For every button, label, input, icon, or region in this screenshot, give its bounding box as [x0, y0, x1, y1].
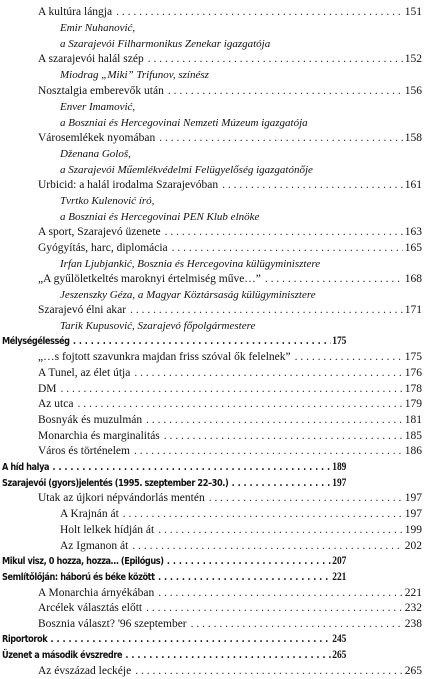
page-number: 186	[404, 445, 422, 457]
byline-text: a Boszniai és Hercegovinai Nemzeti Múzeum igazgatója	[60, 117, 308, 129]
entry-title: Nosztalgia emberevők után	[38, 85, 164, 97]
dot-leader	[123, 506, 403, 522]
toc-entry	[38, 83, 422, 99]
toc-entry	[38, 224, 422, 240]
section-title: Szarajevói (gyors)jelentés (1995. szeptember 22–30.)	[2, 478, 229, 489]
page-number: 175	[404, 351, 422, 363]
entry-title: DM	[38, 383, 57, 395]
byline-text: a Boszniai és Hercegovinai PEN Klub elnöke	[60, 211, 260, 223]
page-number: 197	[404, 492, 422, 504]
toc-entry	[38, 302, 422, 318]
entry-title: A kultúra lángja	[38, 6, 113, 18]
toc-entry	[38, 585, 422, 601]
toc-entry	[38, 443, 422, 459]
toc-entry	[38, 271, 422, 287]
page-number: 163	[404, 226, 422, 238]
dot-leader	[135, 663, 403, 679]
page-number: 245	[332, 633, 347, 645]
dot-leader	[148, 51, 403, 67]
page-number: 178	[404, 383, 422, 395]
toc-byline	[60, 162, 448, 178]
entry-title: Bosnyák és muzulmán	[38, 414, 143, 426]
toc-entry	[38, 240, 422, 256]
toc-entry	[38, 600, 422, 616]
dot-leader	[146, 600, 403, 616]
page-number: 152	[404, 53, 422, 65]
byline-text: Tarik Kupusović, Szarajevó főpolgármestere	[60, 320, 256, 332]
toc-entry	[38, 490, 422, 506]
page-number: 161	[404, 179, 422, 191]
toc-byline	[60, 20, 448, 36]
toc-entry	[38, 381, 422, 397]
toc-entry	[60, 522, 422, 538]
toc-entry	[38, 177, 422, 193]
page-number: 221	[332, 571, 347, 583]
entry-title: Holt lelkek hídján át	[60, 524, 155, 536]
dot-leader	[165, 224, 403, 240]
dot-leader	[295, 349, 403, 365]
dot-leader	[130, 302, 403, 318]
page-number: 151	[404, 6, 422, 18]
toc-entry	[38, 130, 422, 146]
entry-title: Urbicid: a halál irodalma Szarajevóban	[38, 179, 219, 191]
toc-entry	[38, 51, 422, 67]
section-title: Mikul visz, 0 hozza, hozza… (Epilógus)	[2, 556, 164, 567]
toc-byline	[60, 209, 448, 225]
toc-entry	[38, 349, 422, 365]
byline-text: a Szarajevói Filharmonikus Zenekar igazgatója	[60, 38, 271, 50]
dot-leader	[158, 570, 331, 586]
toc-entry	[38, 396, 422, 412]
dot-leader	[116, 4, 403, 20]
page-number: 189	[332, 461, 347, 473]
page-number: 181	[404, 414, 422, 426]
entry-title: A Tunel, az élet útja	[38, 367, 131, 379]
dot-leader	[172, 240, 403, 256]
toc-byline	[60, 99, 448, 115]
toc-entry	[38, 616, 422, 632]
entry-title: Az Igmanon át	[60, 540, 129, 552]
toc-entry	[38, 412, 422, 428]
dot-leader	[168, 83, 403, 99]
dot-leader	[167, 554, 331, 570]
entry-title: Városemlékek nyomában	[38, 132, 156, 144]
byline-text: a Szarajevói Műemlékvédelmi Felügyelőség igazgatónője	[60, 164, 313, 176]
dot-leader	[73, 334, 331, 350]
entry-title: A Monarchia árnyékában	[38, 587, 155, 599]
section-title: Semlítőlőján: háború és béke között	[2, 572, 155, 583]
entry-title: Arcélek választás előtt	[38, 602, 143, 614]
toc-section-heading	[2, 475, 346, 491]
dot-leader	[158, 522, 403, 538]
page-number: 168	[404, 273, 422, 285]
page-number: 232	[404, 602, 422, 614]
dot-leader	[222, 177, 403, 193]
dot-leader	[132, 538, 402, 554]
toc-entry	[38, 663, 422, 679]
page-number: 176	[404, 367, 422, 379]
page-number: 175	[332, 335, 347, 347]
toc-byline	[60, 146, 448, 162]
toc-section-heading	[2, 569, 346, 585]
toc-entry	[38, 365, 422, 381]
dot-leader	[159, 130, 403, 146]
toc-section-heading	[2, 647, 346, 663]
page-number: 265	[332, 649, 347, 661]
page-number: 207	[332, 555, 347, 567]
dot-leader	[61, 381, 403, 397]
entry-title: „…s fojtott szavunkra majdan friss szóval ők felelnek”	[38, 351, 291, 363]
entry-title: Bosznia választ? '96 szeptember	[38, 618, 187, 630]
page-number: 238	[404, 618, 422, 630]
toc-byline	[60, 67, 448, 83]
entry-title: A sport, Szarajevó üzenete	[38, 226, 161, 238]
byline-text: Jeszenszky Géza, a Magyar Köztársaság külügyminisztere	[60, 289, 316, 301]
byline-text: Enver Imamović,	[60, 101, 136, 113]
entry-title: „A gyűlöletkeltés maroknyi értelmiség műve…”	[38, 273, 261, 285]
toc-byline	[60, 287, 448, 303]
page-number: 158	[404, 132, 422, 144]
section-title: Riportorok	[2, 634, 48, 645]
toc-byline	[60, 256, 448, 272]
toc-section-heading	[2, 553, 346, 569]
page-number: 199	[404, 524, 422, 536]
toc-section-heading	[2, 459, 346, 475]
toc-byline	[60, 36, 448, 52]
page-number: 165	[404, 242, 422, 254]
byline-text: Miodrag „Miki” Trifunov, színész	[60, 69, 209, 81]
toc-section-heading	[2, 631, 346, 647]
dot-leader	[77, 396, 402, 412]
toc-entry	[60, 538, 422, 554]
dot-leader	[146, 412, 403, 428]
byline-text: Dženana Gološ,	[60, 148, 131, 160]
toc-entry	[38, 4, 422, 20]
page-number: 179	[404, 398, 422, 410]
byline-text: Irfan Ljubjankić, Bosznia és Hercegovina külügyminisztere	[60, 258, 321, 270]
dot-leader	[158, 585, 403, 601]
page-number: 171	[404, 304, 422, 316]
dot-leader	[191, 616, 403, 632]
byline-text: Emir Nuhanović,	[60, 22, 136, 34]
toc-entry	[38, 428, 422, 444]
dot-leader	[134, 365, 402, 381]
toc-entry	[60, 506, 422, 522]
page-number: 265	[404, 665, 422, 677]
toc-byline	[60, 318, 448, 334]
dot-leader	[265, 271, 403, 287]
toc-byline	[60, 193, 448, 209]
page-number: 156	[404, 85, 422, 97]
page-number: 221	[404, 587, 422, 599]
page-number: 197	[332, 477, 347, 489]
dot-leader	[51, 632, 331, 648]
entry-title: Az utca	[38, 398, 74, 410]
dot-leader	[52, 460, 330, 476]
dot-leader	[125, 648, 330, 664]
section-title: Mélységélesség	[2, 336, 70, 347]
dot-leader	[209, 490, 403, 506]
toc-section-heading	[2, 333, 346, 349]
page-number: 197	[404, 508, 422, 520]
dot-leader	[164, 428, 403, 444]
entry-title: Monarchia és marginalitás	[38, 430, 160, 442]
entry-title: Szarajevó élni akar	[38, 304, 127, 316]
toc-byline	[60, 115, 448, 131]
page-number: 202	[404, 540, 422, 552]
section-title: A híd halya	[2, 462, 50, 473]
dot-leader	[134, 443, 403, 459]
entry-title: A szarajevói halál szép	[38, 53, 144, 65]
entry-title: A Krajnán át	[60, 508, 119, 520]
entry-title: Utak az újkori népvándorlás mentén	[38, 492, 205, 504]
entry-title: Város és történelem	[38, 445, 130, 457]
page-number: 185	[404, 430, 422, 442]
entry-title: Az évszázad leckéje	[38, 665, 132, 677]
byline-text: Tvrtko Kulenović író,	[60, 195, 155, 207]
section-title: Üzenet a második évszredre	[2, 650, 123, 661]
entry-title: Gyógyítás, harc, diplomácia	[38, 242, 168, 254]
